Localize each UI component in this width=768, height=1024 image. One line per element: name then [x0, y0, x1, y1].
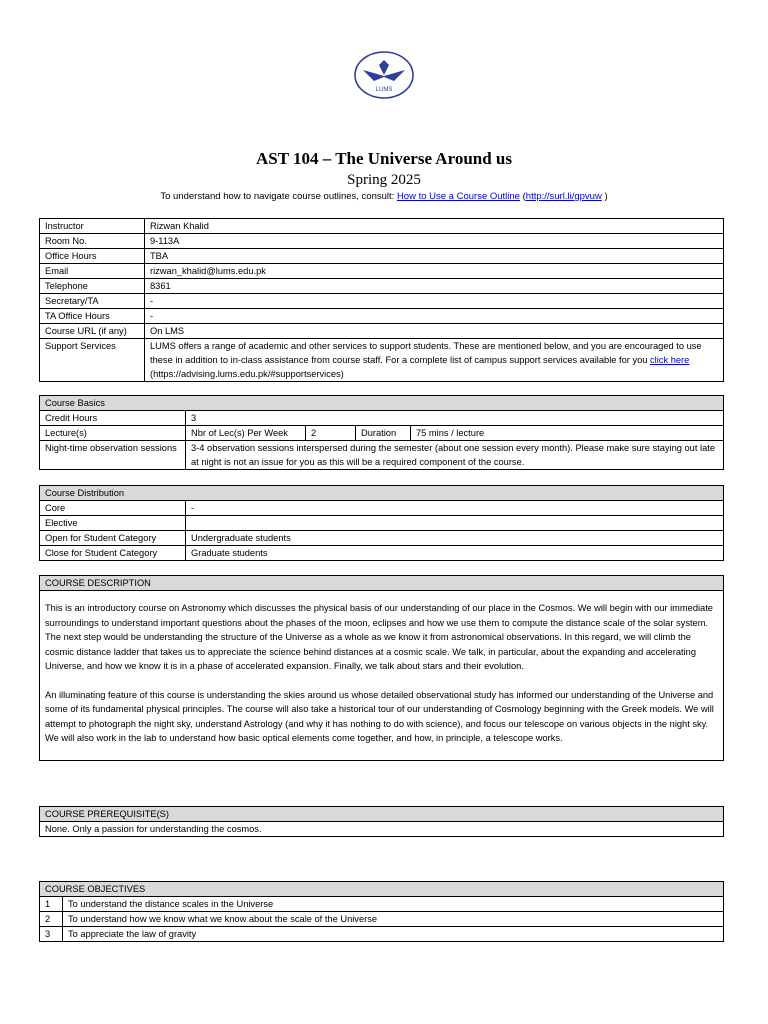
info-value: 9-113A	[145, 234, 724, 249]
distribution-value: -	[186, 501, 724, 516]
info-label: Email	[40, 264, 145, 279]
paren-close: )	[601, 191, 608, 202]
support-services-text	[145, 339, 724, 382]
course-distribution-table	[39, 485, 724, 561]
paren-open: (	[519, 191, 526, 202]
credit-hours-label: Credit Hours	[40, 411, 186, 426]
objectives-header: COURSE OBJECTIVES	[40, 882, 724, 897]
info-row	[40, 294, 724, 309]
info-label: Secretary/TA	[40, 294, 145, 309]
info-label: Room No.	[40, 234, 145, 249]
objective-number: 3	[40, 927, 63, 942]
support-click-here-link[interactable]: click here	[650, 355, 690, 365]
objective-row	[40, 927, 724, 942]
info-row	[40, 234, 724, 249]
instructor-info-table	[39, 218, 724, 382]
objective-number: 1	[40, 897, 63, 912]
info-value: -	[145, 309, 724, 324]
description-paragraph: This is an introductory course on Astronomy which discusses the physical basis of our understanding of our place in the Cosmos. We will begin with our immediate surroundings to understand important questions about the phases of the moon, eclipses and how we use them to compute the distance scale of the solar system. The next step would be understanding the structure of the Universe as a whole as we know it from astronomical observations. In this regard, we will climb the cosmic distance ladder that takes us to appreciate the science behind distances at a cosmic scale. We talk, in particular, about the expanding and accelerating Universe, and how we know it is in a phase of accelerated expansion. Finally, we talk about stars and their evolution.	[45, 603, 713, 671]
objective-text: To understand how we know what we know about the scale of the Universe	[63, 912, 724, 927]
course-basics-table	[39, 395, 724, 470]
info-row	[40, 264, 724, 279]
duration-label: Duration	[356, 426, 411, 441]
duration-value: 75 mins / lecture	[411, 426, 724, 441]
semester: Spring 2025	[347, 172, 421, 188]
course-title: AST 104 – The Universe Around us	[255, 149, 512, 168]
distribution-row	[40, 546, 724, 561]
info-row	[40, 219, 724, 234]
course-description-table	[39, 575, 724, 761]
distribution-row	[40, 531, 724, 546]
info-label: TA Office Hours	[40, 309, 145, 324]
info-label: Office Hours	[40, 249, 145, 264]
course-distribution-header: Course Distribution	[40, 486, 724, 501]
distribution-label: Elective	[40, 516, 186, 531]
info-value: TBA	[145, 249, 724, 264]
logo-text: LUMS	[375, 87, 393, 93]
prerequisites-header: COURSE PREREQUISITE(S)	[40, 807, 724, 822]
course-description-body	[40, 591, 724, 761]
course-outline-guide-link[interactable]: How to Use a Course Outline	[396, 191, 520, 202]
credit-hours-value: 3	[186, 411, 724, 426]
info-label: Instructor	[40, 219, 145, 234]
lectures-label: Lecture(s)	[40, 426, 186, 441]
info-row	[40, 324, 724, 339]
info-row	[40, 309, 724, 324]
support-services-row	[40, 339, 724, 382]
course-description-header: COURSE DESCRIPTION	[40, 576, 724, 591]
navigation-prefix: To understand how to navigate course outlines, consult:	[160, 191, 397, 202]
distribution-value	[186, 516, 724, 531]
info-value: -	[145, 294, 724, 309]
info-label: Support Services	[40, 339, 145, 382]
support-text: LUMS offers a range of academic and other services to support students. These are mentioned below, and you are encouraged to use these in addition to in-class assistance from course staff. For a complete list of campus support services available for you	[150, 341, 702, 365]
objective-row	[40, 897, 724, 912]
support-url-text: (https://advising.lums.edu.pk/#supportservices)	[150, 369, 344, 379]
objective-number: 2	[40, 912, 63, 927]
info-row	[40, 279, 724, 294]
lectures-per-week-value: 2	[306, 426, 356, 441]
objective-text: To understand the distance scales in the Universe	[63, 897, 724, 912]
distribution-value: Graduate students	[186, 546, 724, 561]
prerequisites-table	[39, 806, 724, 837]
distribution-row	[40, 501, 724, 516]
night-sessions-value: 3-4 observation sessions interspersed during the semester (about one session every month). Please make sure staying out late at night is not an issue for you as this will be a required component of the course.	[186, 441, 724, 470]
distribution-row	[40, 516, 724, 531]
distribution-value: Undergraduate students	[186, 531, 724, 546]
info-label: Telephone	[40, 279, 145, 294]
objective-text: To appreciate the law of gravity	[63, 927, 724, 942]
course-basics-header: Course Basics	[40, 396, 724, 411]
info-value: Rizwan Khalid	[145, 219, 724, 234]
distribution-label: Open for Student Category	[40, 531, 186, 546]
distribution-label: Close for Student Category	[40, 546, 186, 561]
distribution-label: Core	[40, 501, 186, 516]
navigation-note	[0, 191, 768, 202]
info-value: On LMS	[145, 324, 724, 339]
night-sessions-label: Night-time observation sessions	[40, 441, 186, 470]
info-label: Course URL (if any)	[40, 324, 145, 339]
description-paragraph: An illuminating feature of this course is understanding the skies around us whose detailed observational study has informed our understanding of the Universe and some of its fundamental physical principles. The course will also take a historical tour of our understanding of Cosmology beginning with the Greek models. We will attempt to photograph the night sky, understand Astrology (and why it has nothing to do with science), and focus our telescope on various objects in the night sky. We will also work in the lab to understand how basic optical elements come together, and how, in principle, a telescope works.	[45, 689, 714, 743]
objective-row	[40, 912, 724, 927]
guide-url-link[interactable]: http://surl.li/gpvuw	[525, 191, 602, 202]
lums-logo	[353, 50, 415, 100]
lectures-per-week-label: Nbr of Lec(s) Per Week	[186, 426, 306, 441]
info-value: 8361	[145, 279, 724, 294]
prerequisites-text: None. Only a passion for understanding the cosmos.	[40, 822, 724, 837]
info-value: rizwan_khalid@lums.edu.pk	[145, 264, 724, 279]
objectives-table	[39, 881, 724, 942]
info-row	[40, 249, 724, 264]
